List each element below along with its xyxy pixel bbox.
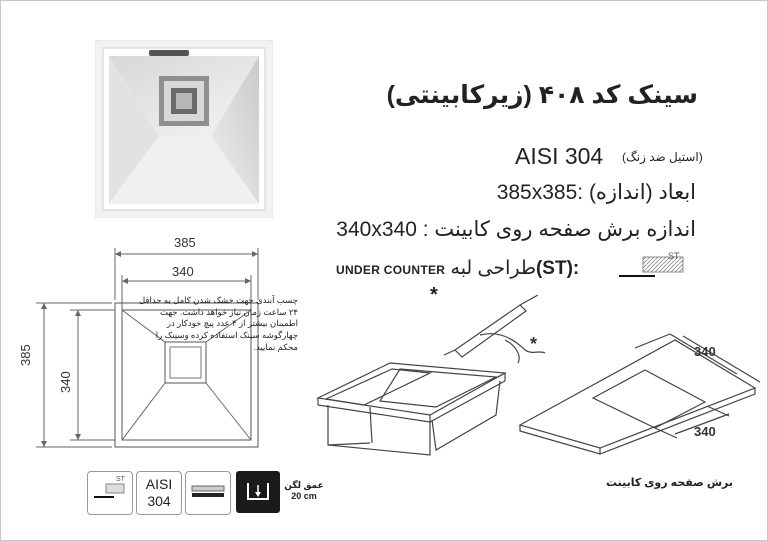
aisi-badge-line2: 304 <box>147 493 171 509</box>
edge-code: (ST): <box>535 258 580 279</box>
installation-note: چسب آبندی جهت خشک شدن کامل به حداقل ۲۴ ساعت زمان نیاز خواهد داشت. جهت اطمینان بیشتر از ۴ عدد پیچ خودکار در چهارگوشه سینک استفاده کرده وسینک را محکم نمایید. <box>138 295 298 352</box>
cutout-side-dim: 340 <box>694 424 716 439</box>
edge-type: UNDER COUNTER <box>336 263 446 277</box>
depth-value: 20 cm <box>291 491 317 501</box>
cutout-top-dim: 340 <box>694 344 716 359</box>
cutout-caption: برش صفحه روی کابینت <box>606 477 733 489</box>
depth-badge <box>236 471 280 513</box>
material-note: (استیل ضد زنگ) <box>622 150 703 164</box>
material-grade: AISI 304 <box>515 143 604 169</box>
outer-height-label: 385 <box>18 344 33 366</box>
st-badge-tag: ST <box>116 476 125 483</box>
inner-width-label: 340 <box>172 264 194 279</box>
asterisk-mark: * <box>430 284 438 306</box>
profile-tag: ST <box>668 251 680 261</box>
flat-edge-icon <box>190 484 226 502</box>
st-profile-icon <box>92 480 128 506</box>
cutout-slab-drawing <box>515 330 765 465</box>
depth-label <box>284 480 324 502</box>
edge-label: طراحی لبه <box>450 258 536 279</box>
product-title: سینک کد ۴۰۸ (زیرکابینتی) <box>386 81 698 109</box>
cutout-line: 340x340 : اندازه برش صفحه روی کابینت <box>336 218 696 241</box>
edge-design-line <box>336 257 579 280</box>
dimensions-line: 385x385: ابعاد (اندازه) <box>496 181 696 204</box>
aisi-badge <box>136 471 182 515</box>
top-view-drawing <box>0 0 300 470</box>
edge-badge <box>185 471 231 515</box>
depth-title: عمق لگن <box>284 480 324 490</box>
st-badge <box>87 471 133 515</box>
inner-height-label: 340 <box>58 371 73 393</box>
outer-width-label: 385 <box>174 235 196 250</box>
basin-depth-icon <box>245 479 271 505</box>
svg-text:*: * <box>530 334 538 354</box>
aisi-badge-line1: AISI <box>145 476 173 492</box>
